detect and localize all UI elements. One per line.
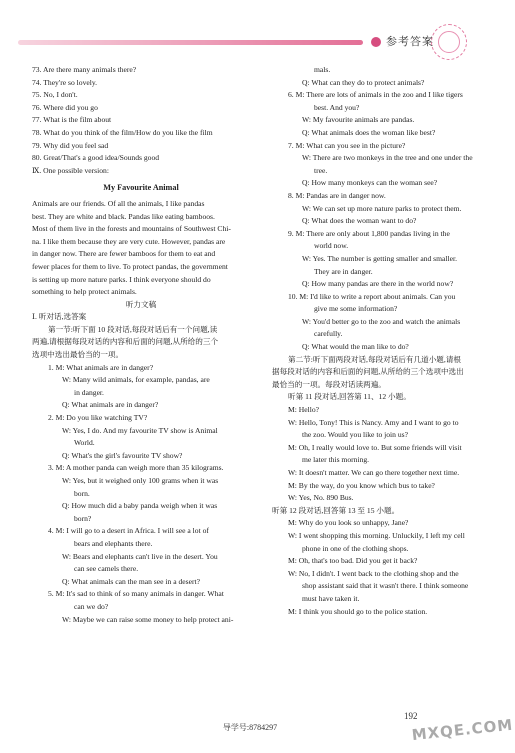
right-column (272, 64, 484, 618)
text-line: must have taken it. (302, 593, 360, 603)
text-line: in danger now. There are fewer bamboos for them to eat and (32, 249, 216, 259)
text-line: 2. M: Do you like watching TV? (48, 413, 148, 423)
text-line: Q: What can they do to protect animals? (302, 77, 425, 87)
header-dot-icon (371, 37, 381, 47)
text-line: 78. What do you think of the film/How do you like the film (32, 127, 213, 137)
text-line: World. (74, 438, 95, 448)
text-line: W: Bears and elephants can't live in the desert. You (62, 551, 218, 561)
text-line: 4. M: I will go to a desert in Africa. I will see a lot of (48, 526, 209, 536)
text-line: shop assistant said that it wasn't there. I think someone (302, 581, 469, 591)
text-line: W: No, I didn't. I went back to the clothing shop and the (288, 568, 459, 578)
text-line: fewer places for them to live. To protect pandas, the government (32, 261, 228, 271)
text-line: bears and elephants there. (74, 538, 153, 548)
essay-title: My Favourite Animal (103, 183, 179, 193)
text-line: 9. M: There are only about 1,800 pandas living in the (288, 228, 450, 238)
text-line: 75. No, I don't. (32, 90, 78, 100)
text-line: W: Yes. The number is getting smaller and smaller. (302, 253, 458, 263)
text-line: in danger. (74, 387, 104, 397)
text-line: na. I like them because they are very cute. However, pandas are (32, 236, 226, 246)
text-line: W: You'd better go to the zoo and watch the animals (302, 316, 461, 326)
text-line: Q: What animals does the woman like best? (302, 127, 436, 137)
text-line: 1. M: What animals are in danger? (48, 362, 154, 372)
text-line: 8. M: Pandas are in danger now. (288, 190, 386, 200)
text-line: 77. What is the film about (32, 115, 112, 125)
text-line: born? (74, 513, 92, 523)
header-label: 参考答案 (386, 36, 434, 48)
text-line: 据每段对话的内容和后面的问题,从所给的三个选项中选出 (272, 367, 464, 377)
page-header (0, 0, 500, 60)
text-line: world now. (314, 241, 349, 251)
text-line: 80. Great/That's a good idea/Sounds good (32, 153, 160, 163)
header-band (18, 40, 363, 45)
text-line: 76. Where did you go (32, 102, 98, 112)
text-line: 5. M: It's sad to think of so many animals in danger. What (48, 589, 224, 599)
text-line: 7. M: What can you see in the picture? (288, 140, 406, 150)
text-line: M: Why do you look so unhappy, Jane? (288, 518, 409, 528)
text-line: W: Yes, but it weighed only 100 grams when it was (62, 476, 219, 485)
text-line: They are in danger. (314, 266, 373, 276)
text-line: Q: What's the girl's favourite TV show? (62, 450, 183, 460)
footer-guide-number: 导学号:8784297 (222, 723, 278, 732)
text-line: Q: What does the woman want to do? (302, 216, 417, 226)
text-line: Q: What animals are in danger? (62, 400, 159, 410)
text-line: Q: What would the man like to do? (302, 342, 409, 352)
text-line: born. (74, 488, 90, 498)
text-line: 73. Are there many animals there? (32, 65, 137, 74)
text-line: carefully. (314, 329, 343, 339)
text-line: 听第 11 段对话,回答第 11、12 小题。 (288, 392, 411, 402)
text-line: Q: How many monkeys can the woman see? (302, 178, 438, 188)
text-line: 选项中选出最恰当的一项。 (32, 350, 124, 360)
rosette-icon (431, 24, 467, 60)
text-line: M: I think you should go to the police station. (288, 606, 428, 616)
text-line: me later this morning. (302, 455, 370, 465)
text-line: best. And you? (314, 102, 360, 112)
text-line: can we do? (74, 601, 109, 611)
text-line: W: My favourite animals are pandas. (302, 115, 415, 125)
text-line: mals. (314, 65, 331, 74)
text-line: W: Yes, I do. And my favourite TV show is Animal (62, 425, 218, 435)
text-line: W: We can set up more nature parks to protect them. (302, 203, 462, 213)
text-line: M: Oh, I really would love to. But some friends will visit (288, 442, 462, 452)
text-line: W: There are two monkeys in the tree and one under the (302, 153, 473, 163)
text-line: is setting up more nature parks. I think everyone should do (32, 274, 211, 284)
text-line: something to help protect animals. (32, 287, 137, 297)
text-line: 79. Why did you feel sad (32, 140, 109, 150)
text-line: M: By the way, do you know which bus to take? (288, 480, 435, 490)
text-line: tree. (314, 165, 328, 175)
text-line: Q: How many pandas are there in the world now? (302, 279, 454, 289)
text-line: W: Many wild animals, for example, pandas, are (62, 375, 210, 385)
text-line: Ⅰ. 听对话,选答案 (32, 312, 87, 322)
text-line: can see camels there. (74, 564, 139, 574)
text-line: Animals are our friends. Of all the animals, I like pandas (32, 198, 205, 208)
text-line: Q: How much did a baby panda weigh when it was (62, 501, 218, 511)
text-line: W: It doesn't matter. We can go there together next time. (288, 468, 460, 477)
text-line: 最恰当的一项。每段对话读两遍。 (272, 379, 386, 389)
text-line: 听力文稿 (125, 299, 157, 309)
text-line: M: Hello? (288, 405, 320, 415)
page-number: 192 (404, 711, 418, 721)
text-line: W: I went shopping this morning. Unluckily, I left my cell (288, 530, 465, 540)
text-line: W: Hello, Tony! This is Nancy. Amy and I want to go to (288, 417, 459, 427)
text-line: the zoo. Would you like to join us? (302, 430, 408, 440)
left-column (32, 64, 250, 626)
text-line: Ⅸ. One possible version: (32, 165, 109, 175)
text-line: 第二节:听下面两段对话,每段对话后有几道小题,请根 (288, 354, 461, 364)
text-line: 第一节:听下面 10 段对话,每段对话后有一个问题,读 (48, 324, 218, 334)
text-line: 74. They're so lovely. (32, 77, 98, 87)
text-line: give me some information? (314, 304, 398, 314)
text-line: 两遍,请根据每段对话的内容和后面的问题,从所给的三个 (32, 337, 219, 347)
text-line: M: Oh, that's too bad. Did you get it back? (288, 556, 418, 566)
text-line: 听第 12 段对话,回答第 13 至 15 小题。 (272, 505, 400, 515)
text-line: 6. M: There are lots of animals in the zoo and I like tigers (288, 90, 463, 100)
text-line: W: Yes, No. 890 Bus. (288, 493, 354, 503)
text-line: 10. M: I'd like to write a report about animals. Can you (288, 291, 456, 301)
text-line: W: Maybe we can raise some money to help protect ani- (62, 614, 234, 624)
text-line: Q: What animals can the man see in a desert? (62, 576, 200, 586)
text-line: 3. M: A mother panda can weigh more than 35 kilograms. (48, 463, 224, 473)
text-line: phone in one of the clothing shops. (302, 543, 409, 553)
text-line: Most of them live in the forests and mountains of Southwest Chi- (32, 224, 231, 234)
text-line: best. They are white and black. Pandas like eating bamboos. (32, 211, 215, 221)
watermark-logo: MXQE.COM (410, 715, 515, 745)
